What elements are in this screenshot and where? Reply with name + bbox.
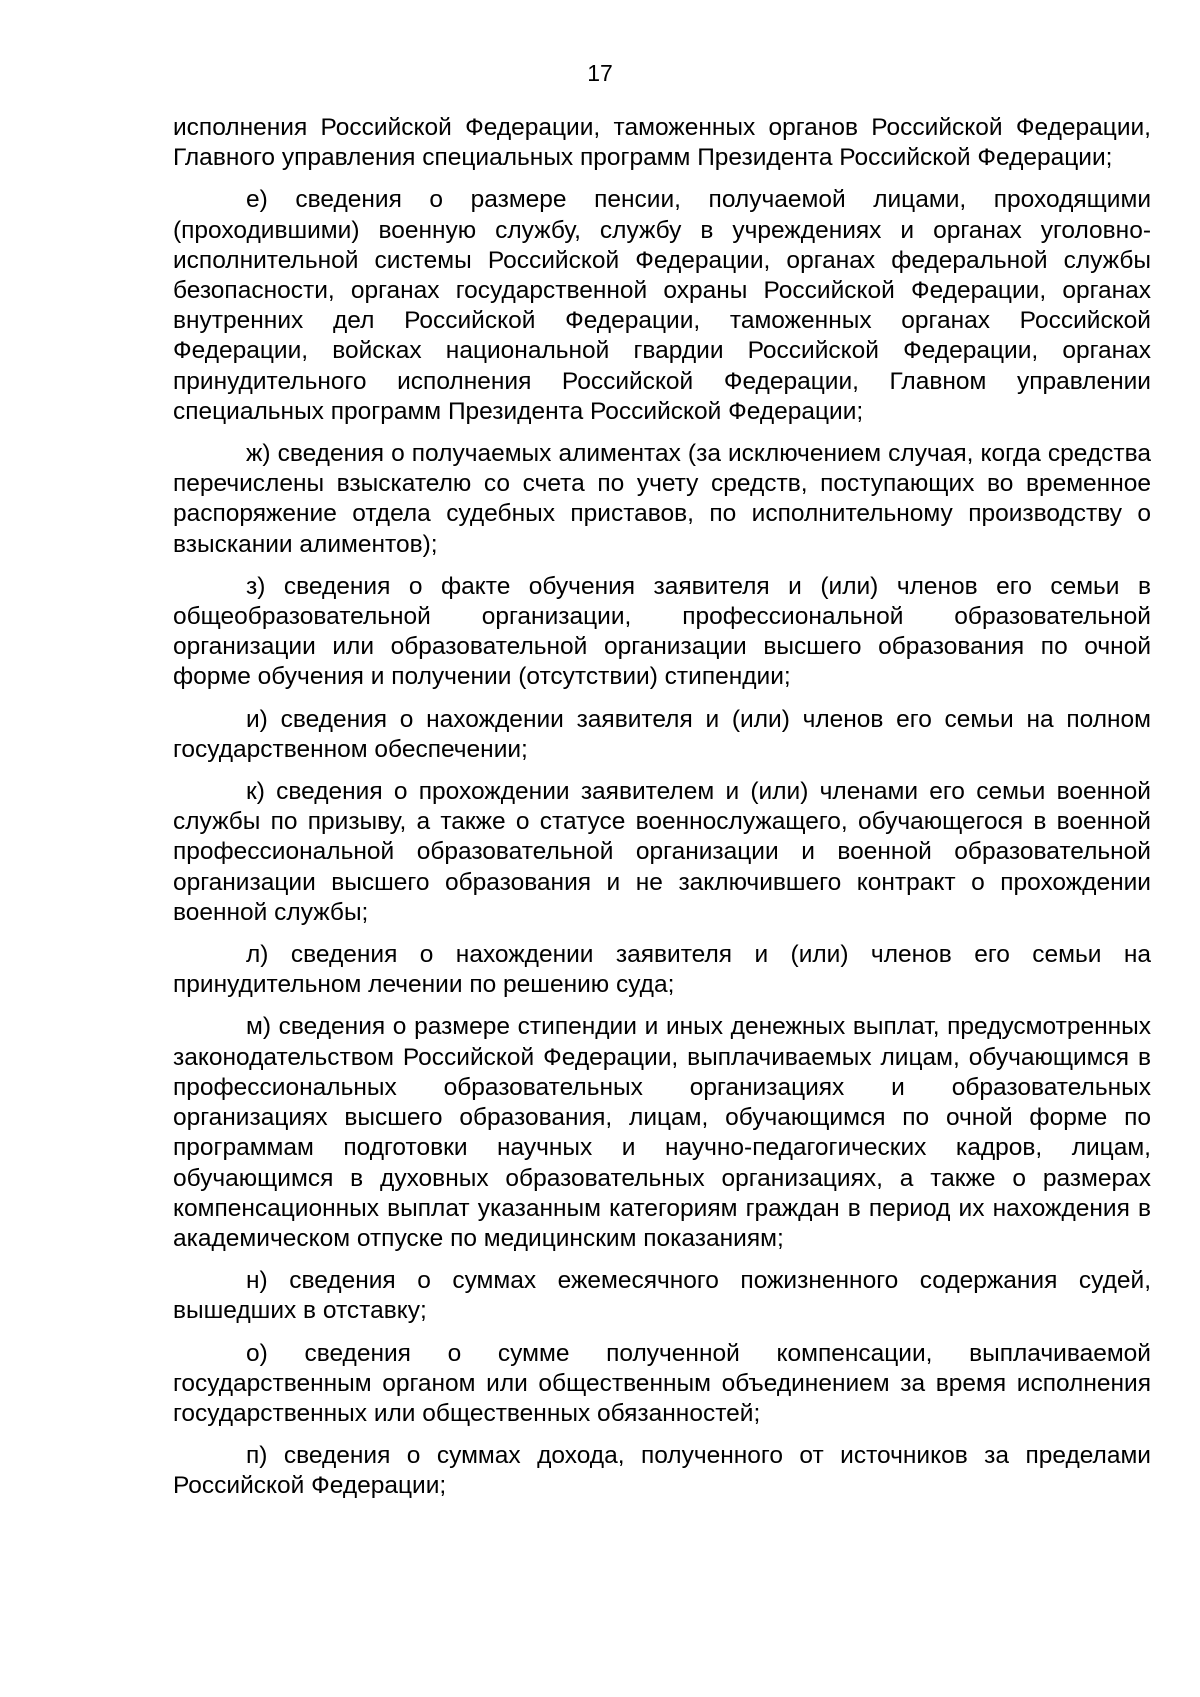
document-body [173,113,1151,1514]
paragraph-item-n: н) сведения о суммах ежемесячного пожизненного содержания судей, вышедших в отставку; [173,1267,1151,1325]
page-number: 17 [587,60,613,86]
paragraph-item-p: п) сведения о суммах дохода, полученного от источников за пределами Российской Федерации; [173,1442,1151,1500]
paragraph-item-i: и) сведения о нахождении заявителя и (или) членов его семьи на полном государственном обеспечении; [173,705,1151,763]
paragraph-continuation: исполнения Российской Федерации, таможенных органов Российской Федерации, Главного управления специальных программ Президента Российской Федерации; [173,114,1151,172]
paragraph-item-m: м) сведения о размере стипендии и иных денежных выплат, предусмотренных законодательством Российской Федерации, выплачиваемых лицам, обучающимся в профессиональных образовательных организациях и образовательных организациях высшего образования, лицам, обучающимся по очной форме по программам подготовки научных и научно-педагогических кадров, лицам, обучающимся в духовных образовательных организациях, а также о размерах компенсационных выплат указанным категориям граждан в период их нахождения в академическом отпуске по медицинским показаниям; [173,1013,1151,1252]
paragraph-item-zh: ж) сведения о получаемых алиментах (за исключением случая, когда средства перечислены взыскателю со счета по учету средств, поступающих во временное распоряжение отдела судебных приставов, по исполнительному производству о взыскании алиментов); [173,440,1151,558]
paragraph-item-l: л) сведения о нахождении заявителя и (или) членов его семьи на принудительном лечении по решению суда; [173,941,1151,999]
paragraph-item-o: о) сведения о сумме полученной компенсации, выплачиваемой государственным органом или общественным объединением за время исполнения государственных или общественных обязанностей; [173,1339,1151,1427]
paragraph-item-e: е) сведения о размере пенсии, получаемой лицами, проходящими (проходившими) военную службу, службу в учреждениях и органах уголовно-исполнительной системы Российской Федерации, органах федеральной службы безопасности, органах государственной охраны Российской Федерации, органах внутренних дел Российской Федерации, таможенных органах Российской Федерации, войсках национальной гвардии Российской Федерации, органах принудительного исполнения Российской Федерации, Главном управлении специальных программ Президента Российской Федерации; [173,186,1151,425]
paragraph-item-k: к) сведения о прохождении заявителем и (или) членами его семьи военной службы по призыву, а также о статусе военнослужащего, обучающегося в военной профессиональной образовательной организации и военной образовательной организации высшего образования и не заключившего контракт о прохождении военной службы; [173,778,1151,926]
paragraph-item-z: з) сведения о факте обучения заявителя и (или) членов его семьи в общеобразовательной организации, профессиональной образовательной организации или образовательной организации высшего образования по очной форме обучения и получении (отсутствии) стипендии; [173,572,1151,691]
